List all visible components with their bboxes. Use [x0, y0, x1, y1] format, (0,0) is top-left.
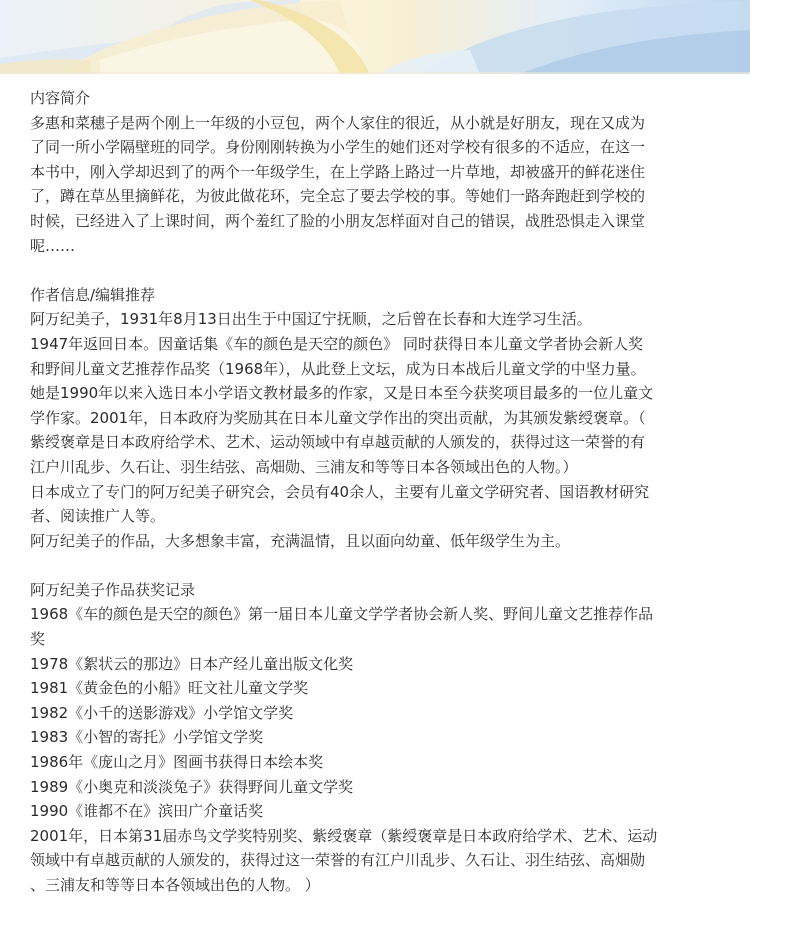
award-line: 1978《絮状云的那边》日本产经儿童出版文化奖	[30, 654, 354, 673]
award-line: 1981《黄金色的小船》旺文社儿童文学奖	[30, 679, 309, 698]
author-line: 阿万纪美子的作品，大多想象丰富，充满温情，且以面向幼童、低年级学生为主。	[30, 531, 571, 550]
author-line: 阿万纪美子，1931年8月13日出生于中国辽宁抚顺，之后曾在长春和大连学习生活。	[30, 310, 592, 329]
intro-line: 呢……	[30, 236, 76, 255]
award-line: 1982《小千的送影游戏》小学馆文学奖	[30, 703, 294, 722]
award-line: 、三浦友和等等日本各领域出色的人物。 ）	[30, 876, 320, 894]
author-line: 学作家。2001年，日本政府为奖励其在日本儿童文学作出的突出贡献，为其颁发紫绶褒章。（	[30, 408, 646, 427]
award-line: 2001年，日本第31届赤鸟文学奖特别奖、紫绶褒章（紫绶褒章是日本政府给学术、艺术、运动	[30, 826, 658, 845]
author-line: 1947年返回日本。因童话集《车的颜色是天空的颜色》 同时获得日本儿童文学者协会新人奖	[30, 334, 643, 353]
author-line: 和野间儿童文艺推荐作品奖（1968年），从此登上文坛，成为日本战后儿童文学的中坚力量。	[30, 359, 646, 378]
award-line: 1968《车的颜色是天空的颜色》第一届日本儿童文学学者协会新人奖、野间儿童文艺推荐作品	[30, 605, 654, 624]
award-line: 1986年《庞山之月》图画书获得日本绘本奖	[30, 753, 324, 772]
author-line: 日本成立了专门的阿万纪美子研究会，会员有40余人，主要有儿童文学研究者、国语教材研究	[30, 482, 650, 501]
section-gap	[30, 553, 730, 578]
award-line: 领域中有卓越贡献的人颁发的，获得过这一荣誉的有江户川乱步、久石让、羽生结弦、高畑勋	[30, 851, 646, 870]
intro-heading: 内容简介	[30, 89, 91, 107]
author-heading: 作者信息/编辑推荐	[30, 285, 156, 304]
author-line: 者、阅读推广人等。	[30, 507, 166, 526]
section-gap	[30, 258, 730, 283]
intro-line: 了，蹲在草丛里摘鲜花，为彼此做花环，完全忘了要去学校的事。等她们一路奔跑赶到学校的	[30, 187, 646, 206]
watercolor-banner-illustration	[0, 0, 750, 74]
awards-heading: 阿万纪美子作品获奖记录	[30, 580, 196, 599]
author-line: 紫绶褒章是日本政府给学术、艺术、运动领域中有卓越贡献的人颁发的，获得过这一荣誉的有	[30, 433, 646, 452]
intro-line: 多惠和菜穗子是两个刚上一年级的小豆包，两个人家住的很近，从小就是好朋友，现在又成为	[30, 113, 646, 132]
award-line: 奖	[30, 630, 46, 649]
intro-line: 了同一所小学隔壁班的同学。身份刚刚转换为小学生的她们还对学校有很多的不适应，在这一	[30, 138, 646, 157]
award-line: 1989《小奥克和淡淡兔子》获得野间儿童文学奖	[30, 777, 354, 796]
product-description	[30, 86, 730, 898]
author-line: 她是1990年以来入选日本小学语文教材最多的作家，又是日本至今获奖项目最多的一位儿童文	[30, 384, 654, 403]
author-line: 江户川乱步、久石让、羽生结弦、高畑勋、三浦友和等等日本各领域出色的人物。）	[30, 457, 578, 476]
intro-line: 本书中，刚入学却迟到了的两个一年级学生，在上学路上路过一片草地，却被盛开的鲜花迷住	[30, 162, 646, 181]
intro-line: 时候，已经进入了上课时间，两个羞红了脸的小朋友怎样面对自己的错误，战胜恐惧走入课堂	[30, 211, 646, 230]
award-line: 1990《谁都不在》滨田广介童话奖	[30, 802, 264, 821]
award-line: 1983《小智的寄托》小学馆文学奖	[30, 728, 264, 747]
watercolor-illustration-icon	[0, 0, 750, 74]
